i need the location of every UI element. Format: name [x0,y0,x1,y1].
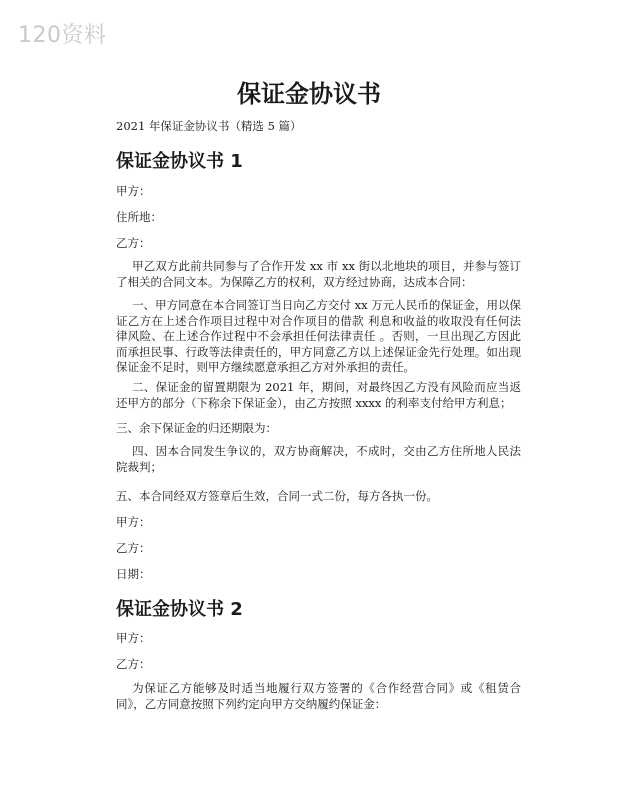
intro-paragraph: 甲乙双方此前共同参与了合作开发 xx 市 xx 街以北地块的项目，并参与签订了相关的合同文本。为保障乙方的权利，双方经过协商，达成本合同： [116,259,521,289]
document-title: 保证金协议书 [237,80,381,108]
section-2-intro: 为保证乙方能够及时适当地履行双方签署的《合作经营合同》或《租赁合同》，乙方同意按照下列约定向甲方交纳履约保证金： [116,681,521,711]
signature-party-a: 甲方： [116,515,151,529]
section-2-heading: 保证金协议书 2 [116,599,243,620]
clause-1: 一、甲方同意在本合同签订当日向乙方交付 xx 万元人民币的保证金，用以保证乙方在上述合作项目过程中对合作项目的借款 利息和收益的收取没有任何法律风险、在上述合作过程中不会承担任何法律责任 。否则，一旦出现乙方因此而承担民事、行政等法律责任的，甲方同意乙方以上述保证金先行处理。如出现保证金不足时，则甲方继续愿意承担乙方对外承担的责任。 [116,298,521,375]
address-label: 住所地： [116,210,162,224]
clause-5: 五、本合同经双方签章后生效，合同一式二份，每方各执一份。 [116,489,438,503]
party-b-label: 乙方： [116,236,151,250]
clause-2: 二、保证金的留置期限为 2021 年，期间，对最终因乙方没有风险而应当返还甲方的部分（下称余下保证金），由乙方按照 xxxx 的利率支付给甲方利息； [116,380,521,410]
document-subtitle: 2021 年保证金协议书（精选 5 篇） [116,119,302,133]
clause-4: 四、因本合同发生争议的，双方协商解决，不成时，交由乙方住所地人民法院裁判； [116,444,521,474]
section-2-party-a: 甲方： [116,631,151,645]
watermark-logo: 120资料 [18,23,107,48]
section-1-heading: 保证金协议书 1 [116,151,243,172]
signature-date: 日期： [116,567,151,581]
section-2-party-b: 乙方： [116,657,151,671]
signature-party-b: 乙方： [116,541,151,555]
party-a-label: 甲方： [116,184,151,198]
clause-3: 三、余下保证金的归还期限为： [116,421,277,435]
